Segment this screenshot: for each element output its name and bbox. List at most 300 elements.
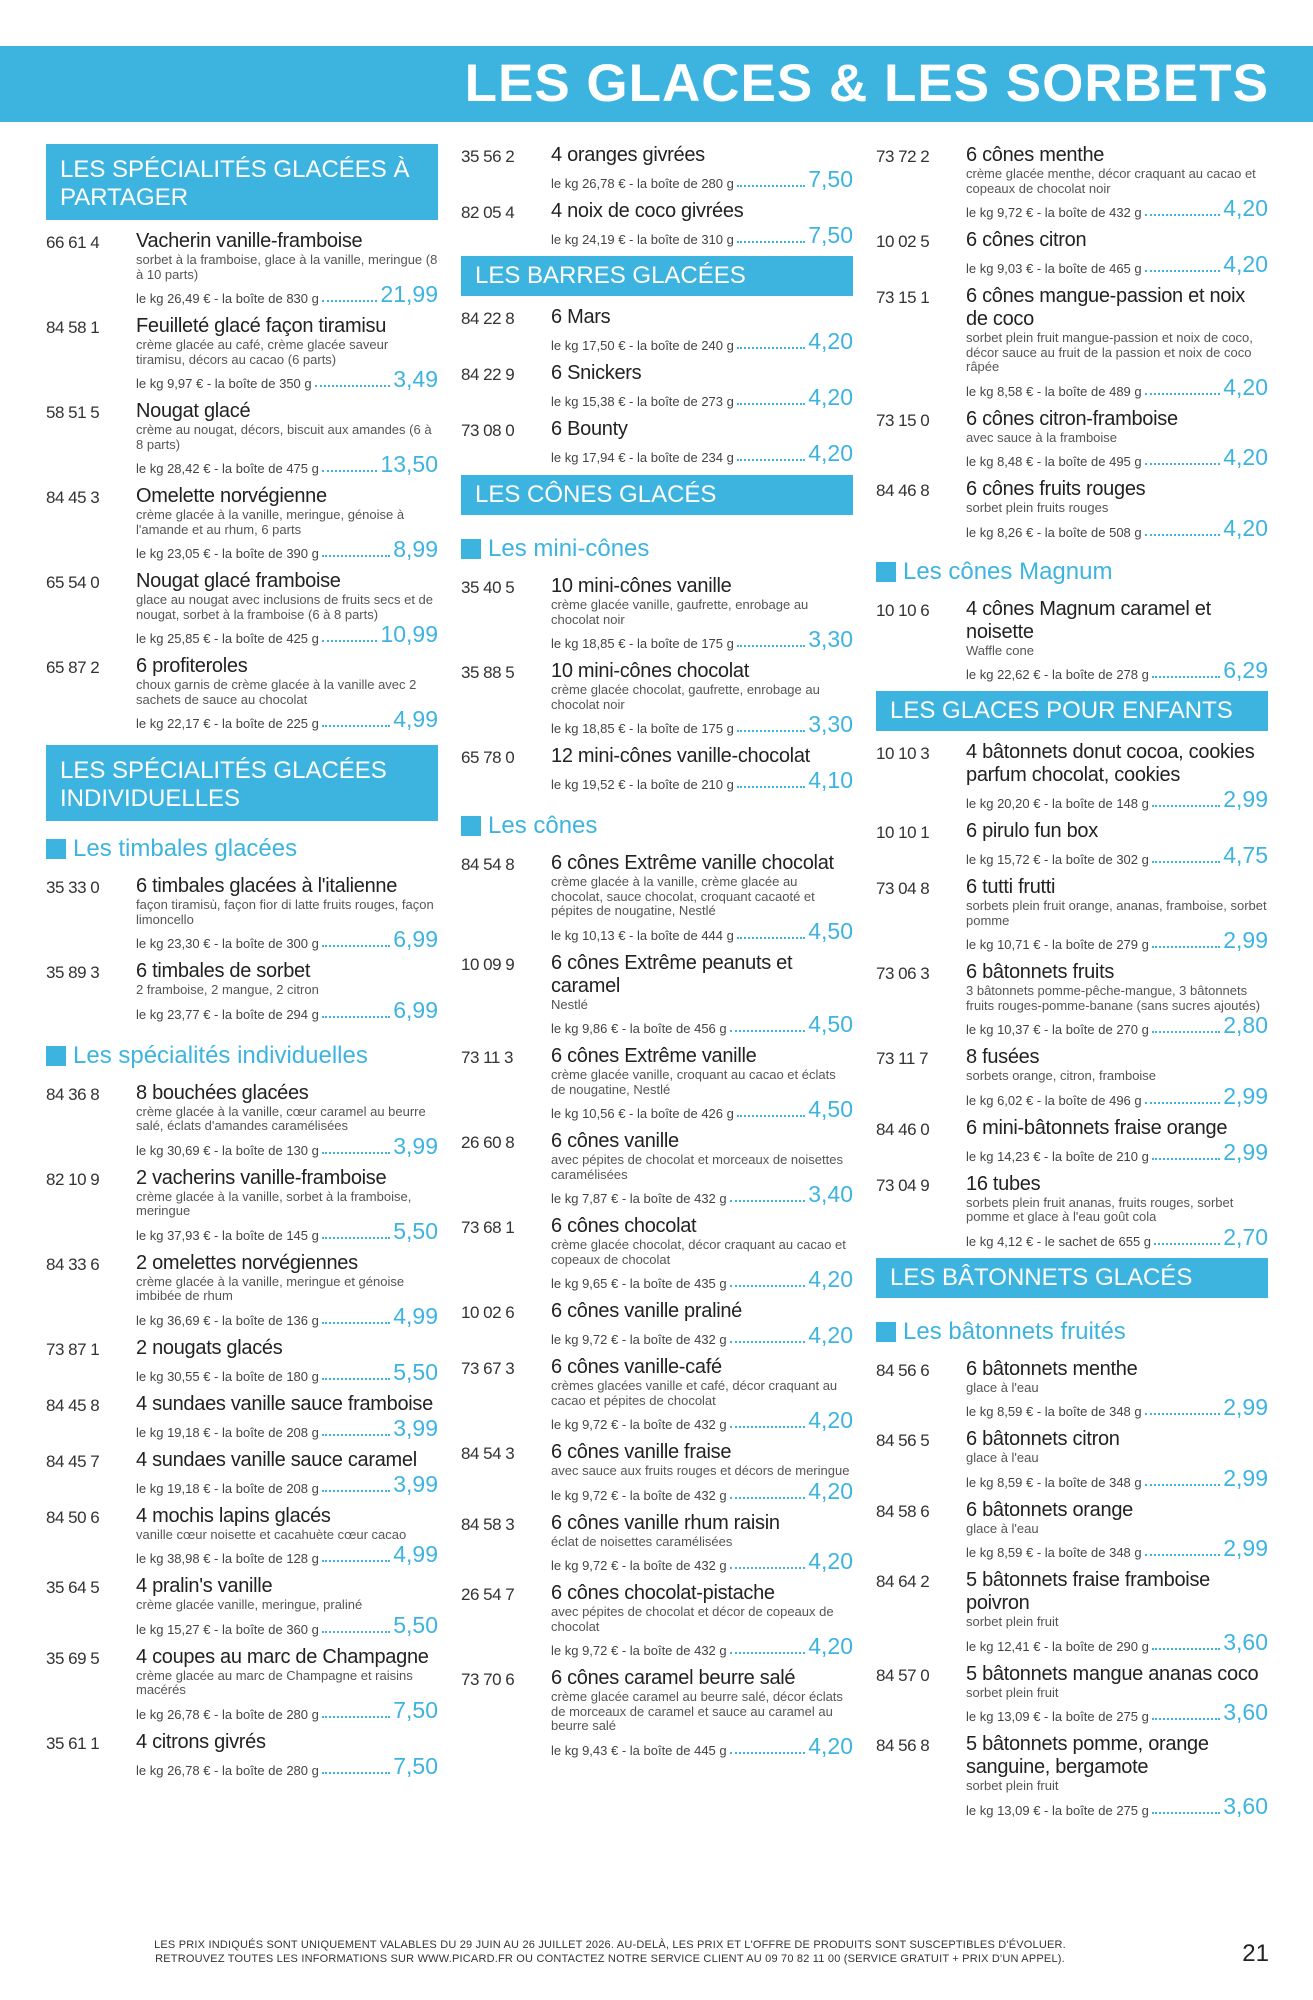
product-price: 3,60 bbox=[1223, 1628, 1268, 1655]
product-name: 6 cônes citron-framboise bbox=[966, 407, 1178, 430]
dotted-leader bbox=[1152, 1158, 1220, 1160]
product-item bbox=[876, 229, 1268, 276]
product-item bbox=[876, 961, 1268, 1037]
product-name: 6 timbales glacées à l'italienne bbox=[136, 875, 398, 897]
product-description: crèmes glacées vanille et café, décor craquant au cacao et pépites de chocolat bbox=[551, 1378, 838, 1408]
product-price: 4,20 bbox=[1223, 373, 1268, 400]
product-item bbox=[461, 1582, 853, 1658]
product-item bbox=[461, 952, 853, 1037]
product-price: 4,10 bbox=[808, 767, 853, 793]
product-body bbox=[136, 1337, 438, 1384]
product-price: 3,30 bbox=[808, 626, 853, 652]
product-code: 84 36 8 bbox=[46, 1084, 100, 1104]
product-description: crème glacée à la vanille, cœur caramel au beurre salé, éclats d'amandes caramélisées bbox=[136, 1103, 426, 1133]
product-item bbox=[876, 1428, 1268, 1490]
product-code: 65 54 0 bbox=[46, 573, 100, 592]
price-line bbox=[966, 1225, 1268, 1249]
product-price: 21,99 bbox=[380, 281, 438, 307]
product-name: 4 sundaes vanille sauce framboise bbox=[136, 1392, 433, 1415]
product-name: 4 citrons givrés bbox=[136, 1730, 266, 1753]
product-price: 3,30 bbox=[808, 711, 853, 737]
price-line bbox=[551, 223, 853, 247]
price-line bbox=[136, 1698, 438, 1722]
product-code: 73 87 1 bbox=[46, 1339, 100, 1359]
product-body bbox=[966, 1569, 1268, 1654]
price-line bbox=[136, 452, 438, 476]
product-item bbox=[876, 1569, 1268, 1654]
product-body bbox=[136, 1167, 438, 1243]
product-item bbox=[46, 400, 438, 476]
dotted-leader bbox=[730, 1752, 806, 1754]
product-price: 3,60 bbox=[1223, 1792, 1268, 1819]
product-price: 7,50 bbox=[393, 1752, 438, 1779]
price-line bbox=[966, 445, 1268, 469]
product-description: sorbet à la framboise, glace à la vanille, meringue (8 à 10 parts) bbox=[136, 252, 438, 282]
dotted-leader bbox=[322, 1631, 390, 1633]
price-line bbox=[551, 1408, 853, 1432]
product-name: 6 tutti frutti bbox=[966, 876, 1056, 898]
unit-price: le kg 26,78 € - la boîte de 280 g bbox=[136, 1762, 319, 1778]
product-body bbox=[966, 961, 1268, 1037]
subsection-label: Les timbales glacées bbox=[73, 835, 298, 862]
product-code: 84 64 2 bbox=[876, 1572, 930, 1591]
unit-price: le kg 9,65 € - la boîte de 435 g bbox=[551, 1276, 727, 1291]
unit-price: le kg 8,26 € - la boîte de 508 g bbox=[966, 524, 1142, 540]
product-description: crème au nougat, décors, biscuit aux amandes (6 à 8 parts) bbox=[136, 422, 432, 452]
product-description: crème glacée caramel au beurre salé, décor éclats de morceaux de caramel et sauce au caramel au beurre salé bbox=[551, 1689, 843, 1733]
product-price: 2,99 bbox=[1223, 1394, 1268, 1420]
dotted-leader bbox=[737, 730, 805, 732]
product-price: 7,50 bbox=[393, 1696, 438, 1723]
product-description: choux garnis de crème glacée à la vanille avec 2 sachets de sauce au chocolat bbox=[136, 677, 417, 707]
product-code: 10 09 9 bbox=[461, 954, 515, 974]
product-item bbox=[876, 1117, 1268, 1164]
product-body bbox=[966, 1173, 1268, 1249]
dotted-leader bbox=[1152, 1812, 1220, 1814]
product-item bbox=[461, 1356, 853, 1432]
product-item bbox=[876, 741, 1268, 811]
product-price: 4,20 bbox=[808, 440, 853, 466]
section-header-cones: LES CÔNES GLACÉS bbox=[461, 475, 853, 515]
section-header-sticks: LES BÂTONNETS GLACÉS bbox=[876, 1258, 1268, 1298]
unit-price: le kg 15,72 € - la boîte de 302 g bbox=[966, 852, 1149, 867]
product-description: crème glacée vanille, croquant au cacao et éclats de nougatine, Nestlé bbox=[551, 1067, 836, 1097]
unit-price: le kg 8,59 € - la boîte de 348 g bbox=[966, 1404, 1142, 1419]
product-item bbox=[876, 144, 1268, 220]
dotted-leader bbox=[1152, 676, 1220, 678]
product-name: 10 mini-cônes vanille bbox=[551, 575, 732, 597]
product-item bbox=[46, 1646, 438, 1722]
price-line bbox=[551, 1479, 853, 1503]
product-price: 10,99 bbox=[380, 621, 438, 647]
product-body bbox=[966, 1499, 1268, 1561]
price-line bbox=[136, 367, 438, 391]
dotted-leader bbox=[737, 1115, 805, 1117]
subsection-header bbox=[461, 812, 853, 840]
product-description: avec sauce à la framboise bbox=[966, 429, 1118, 445]
product-description: sorbets plein fruit orange, ananas, framboise, sorbet pomme bbox=[966, 898, 1267, 928]
product-item bbox=[876, 1663, 1268, 1725]
product-body bbox=[551, 144, 853, 191]
section-header-kids: LES GLACES POUR ENFANTS bbox=[876, 691, 1268, 731]
product-item bbox=[46, 1731, 438, 1778]
product-body bbox=[551, 1045, 853, 1121]
product-body bbox=[551, 745, 853, 792]
square-bullet-icon bbox=[876, 562, 896, 582]
product-price: 4,20 bbox=[808, 1732, 853, 1759]
dotted-leader bbox=[315, 385, 391, 387]
product-name: 6 cônes vanille fraise bbox=[551, 1441, 732, 1463]
product-price: 4,20 bbox=[808, 1266, 853, 1292]
unit-price: le kg 19,18 € - la boîte de 208 g bbox=[136, 1424, 319, 1440]
product-description: sorbet plein fruit bbox=[966, 1614, 1059, 1629]
product-item bbox=[876, 876, 1268, 952]
product-description: sorbet plein fruits rouges bbox=[966, 500, 1109, 515]
product-code: 73 67 3 bbox=[461, 1359, 515, 1378]
subsection-header bbox=[876, 1318, 1268, 1346]
column-right bbox=[876, 144, 1268, 1827]
product-name: 4 noix de coco givrées bbox=[551, 200, 744, 222]
product-body bbox=[136, 230, 438, 306]
price-line bbox=[551, 1097, 853, 1121]
product-item bbox=[46, 1082, 438, 1158]
price-line bbox=[136, 1754, 438, 1778]
product-name: 12 mini-cônes vanille-chocolat bbox=[551, 745, 810, 767]
product-name: 6 cônes fruits rouges bbox=[966, 478, 1146, 500]
dotted-leader bbox=[730, 1567, 806, 1569]
item-list bbox=[46, 1082, 438, 1778]
product-name: 4 coupes au marc de Champagne bbox=[136, 1645, 429, 1668]
dotted-leader bbox=[730, 1652, 806, 1654]
price-line bbox=[551, 627, 853, 651]
dotted-leader bbox=[322, 1237, 390, 1239]
product-item bbox=[876, 478, 1268, 540]
price-line bbox=[136, 1542, 438, 1566]
product-price: 4,50 bbox=[808, 1096, 853, 1122]
dotted-leader bbox=[737, 403, 805, 405]
unit-price: le kg 17,50 € - la boîte de 240 g bbox=[551, 338, 734, 353]
product-item bbox=[876, 285, 1268, 399]
price-line bbox=[966, 1395, 1268, 1419]
product-description: 3 bâtonnets pomme-pêche-mangue, 3 bâtonnets fruits rouges-pomme-banane (sans sucres ajoutés) bbox=[966, 983, 1261, 1013]
product-code: 35 88 5 bbox=[461, 663, 515, 682]
product-item bbox=[461, 1441, 853, 1503]
subsection-label: Les bâtonnets fruités bbox=[903, 1317, 1126, 1345]
product-price: 4,20 bbox=[1223, 514, 1268, 541]
product-price: 13,50 bbox=[380, 451, 438, 477]
product-body bbox=[966, 408, 1268, 470]
dotted-leader bbox=[737, 185, 805, 187]
product-body bbox=[136, 1575, 438, 1637]
product-name: 6 cônes vanille bbox=[551, 1130, 679, 1152]
unit-price: le kg 26,49 € - la boîte de 830 g bbox=[136, 291, 319, 306]
price-line bbox=[966, 843, 1268, 867]
product-description: 2 framboise, 2 mangue, 2 citron bbox=[136, 982, 319, 997]
unit-price: le kg 9,72 € - la boîte de 432 g bbox=[551, 1643, 727, 1658]
product-description: crème glacée au café, crème glacée saveur tiramisu, décors au cacao (6 parts) bbox=[136, 337, 389, 367]
product-item bbox=[876, 1499, 1268, 1561]
product-name: 6 mini-bâtonnets fraise orange bbox=[966, 1116, 1228, 1139]
product-item bbox=[46, 875, 438, 951]
product-description: Waffle cone bbox=[966, 642, 1034, 658]
product-body bbox=[966, 820, 1268, 867]
product-description: crème glacée vanille, gaufrette, enrobage au chocolat noir bbox=[551, 597, 809, 627]
price-line bbox=[966, 787, 1268, 811]
dotted-leader bbox=[737, 645, 805, 647]
product-item bbox=[876, 1733, 1268, 1818]
product-description: avec sauce aux fruits rouges et décors de meringue bbox=[551, 1463, 850, 1478]
product-body bbox=[136, 960, 438, 1022]
dotted-leader bbox=[322, 1490, 390, 1492]
product-description: avec pépites de chocolat et décor de copeaux de chocolat bbox=[551, 1604, 834, 1634]
unit-price: le kg 17,94 € - la boîte de 234 g bbox=[551, 450, 734, 465]
product-item bbox=[46, 230, 438, 306]
product-price: 2,99 bbox=[1223, 1464, 1268, 1491]
product-code: 84 54 8 bbox=[461, 855, 515, 874]
price-line bbox=[551, 329, 853, 353]
unit-price: le kg 10,13 € - la boîte de 444 g bbox=[551, 927, 734, 943]
price-line bbox=[966, 1466, 1268, 1490]
product-price: 5,50 bbox=[393, 1217, 438, 1244]
unit-price: le kg 10,71 € - la boîte de 279 g bbox=[966, 937, 1149, 952]
subsection-label: Les mini-cônes bbox=[488, 535, 650, 562]
product-item bbox=[461, 745, 853, 792]
product-name: 2 nougats glacés bbox=[136, 1336, 283, 1359]
unit-price: le kg 19,18 € - la boîte de 208 g bbox=[136, 1480, 319, 1496]
dotted-leader bbox=[322, 1772, 390, 1774]
price-line bbox=[551, 1182, 853, 1206]
product-name: 6 Mars bbox=[551, 306, 611, 328]
unit-price: le kg 30,55 € - la boîte de 180 g bbox=[136, 1368, 319, 1384]
product-price: 3,99 bbox=[393, 1470, 438, 1497]
product-name: 4 sundaes vanille sauce caramel bbox=[136, 1448, 417, 1471]
unit-price: le kg 13,09 € - la boîte de 275 g bbox=[966, 1802, 1149, 1818]
unit-price: le kg 9,86 € - la boîte de 456 g bbox=[551, 1021, 727, 1036]
unit-price: le kg 9,72 € - la boîte de 432 g bbox=[551, 1487, 727, 1503]
product-name: 6 cônes vanille-café bbox=[551, 1356, 722, 1378]
price-line bbox=[136, 1134, 438, 1158]
product-body bbox=[551, 1441, 853, 1503]
product-name: 6 bâtonnets fruits bbox=[966, 961, 1115, 983]
product-body bbox=[136, 315, 438, 391]
product-code: 10 10 1 bbox=[876, 823, 930, 842]
unit-price: le kg 25,85 € - la boîte de 425 g bbox=[136, 631, 319, 646]
unit-price: le kg 14,23 € - la boîte de 210 g bbox=[966, 1148, 1149, 1164]
product-code: 73 04 9 bbox=[876, 1175, 930, 1195]
dotted-leader bbox=[737, 459, 805, 461]
product-body bbox=[966, 741, 1268, 811]
product-item bbox=[461, 575, 853, 651]
page-number: 21 bbox=[1242, 1940, 1269, 1967]
footer-line: LES PRIX INDIQUÉS SONT UNIQUEMENT VALABLES DU 29 JUIN AU 26 JUILLET 2026. AU-DELÀ, LES PRIX ET L'OFFRE DE PRODUITS SONT SUSCEPTIBLES D'ÉVOLUER. bbox=[154, 1939, 1066, 1951]
product-item bbox=[46, 1575, 438, 1637]
product-item bbox=[46, 1337, 438, 1384]
product-body bbox=[136, 875, 438, 951]
dotted-leader bbox=[730, 1200, 806, 1202]
unit-price: le kg 15,38 € - la boîte de 273 g bbox=[551, 394, 734, 409]
product-item bbox=[46, 655, 438, 731]
product-body bbox=[966, 1428, 1268, 1490]
product-body bbox=[136, 1505, 438, 1567]
unit-price: le kg 24,19 € - la boîte de 310 g bbox=[551, 232, 734, 247]
product-name: 6 cônes caramel beurre salé bbox=[551, 1667, 796, 1689]
product-code: 26 60 8 bbox=[461, 1133, 515, 1152]
product-code: 84 56 6 bbox=[876, 1360, 930, 1380]
product-description: crème glacée à la vanille, meringue, génoise à l'amande et au rhum, 6 parts bbox=[136, 507, 405, 537]
unit-price: le kg 13,09 € - la boîte de 275 g bbox=[966, 1709, 1149, 1724]
price-line bbox=[136, 1219, 438, 1243]
product-code: 73 15 0 bbox=[876, 410, 930, 430]
price-line bbox=[551, 385, 853, 409]
dotted-leader bbox=[1152, 861, 1220, 863]
unit-price: le kg 7,87 € - la boîte de 432 g bbox=[551, 1191, 727, 1206]
dotted-leader bbox=[322, 1716, 390, 1718]
product-item bbox=[46, 570, 438, 646]
product-code: 73 72 2 bbox=[876, 147, 930, 166]
item-list bbox=[461, 306, 853, 465]
price-line bbox=[966, 1084, 1268, 1108]
product-price: 6,29 bbox=[1223, 657, 1268, 683]
product-name: 6 cônes chocolat bbox=[551, 1215, 697, 1237]
product-name: 6 Bounty bbox=[551, 418, 628, 440]
price-line bbox=[136, 1416, 438, 1440]
section-header-share: LES SPÉCIALITÉS GLACÉES À PARTAGER bbox=[46, 144, 438, 220]
product-item bbox=[461, 200, 853, 247]
unit-price: le kg 9,72 € - la boîte de 432 g bbox=[966, 205, 1142, 220]
price-line bbox=[551, 1267, 853, 1291]
product-item bbox=[461, 1045, 853, 1121]
product-price: 4,99 bbox=[393, 706, 438, 732]
dotted-leader bbox=[322, 470, 378, 472]
product-price: 5,50 bbox=[393, 1358, 438, 1385]
unit-price: le kg 9,43 € - la boîte de 445 g bbox=[551, 1742, 727, 1758]
product-code: 65 78 0 bbox=[461, 748, 515, 767]
product-item bbox=[46, 1167, 438, 1243]
product-item bbox=[46, 1505, 438, 1567]
price-line bbox=[966, 516, 1268, 540]
product-name: 5 bâtonnets mangue ananas coco bbox=[966, 1662, 1259, 1685]
header-band bbox=[0, 46, 1313, 122]
product-price: 4,20 bbox=[808, 1322, 853, 1348]
product-code: 84 22 9 bbox=[461, 365, 515, 384]
product-body bbox=[551, 1512, 853, 1574]
product-code: 35 64 5 bbox=[46, 1578, 100, 1597]
square-bullet-icon bbox=[46, 839, 66, 859]
product-code: 73 11 3 bbox=[461, 1048, 513, 1067]
product-price: 4,20 bbox=[808, 1477, 853, 1504]
product-body bbox=[966, 598, 1268, 683]
unit-price: le kg 20,20 € - la boîte de 148 g bbox=[966, 796, 1149, 811]
product-body bbox=[136, 1252, 438, 1328]
item-list bbox=[46, 875, 438, 1022]
item-list bbox=[46, 230, 438, 731]
price-line bbox=[966, 1013, 1268, 1037]
product-body bbox=[136, 400, 438, 476]
dotted-leader bbox=[737, 241, 805, 243]
product-price: 5,50 bbox=[393, 1611, 438, 1638]
product-code: 10 10 3 bbox=[876, 744, 930, 763]
dotted-leader bbox=[730, 1426, 806, 1428]
unit-price: le kg 28,42 € - la boîte de 475 g bbox=[136, 461, 319, 476]
product-price: 2,99 bbox=[1223, 1535, 1268, 1561]
product-code: 84 45 8 bbox=[46, 1395, 100, 1415]
product-body bbox=[551, 200, 853, 247]
item-list bbox=[876, 598, 1268, 683]
price-line bbox=[551, 167, 853, 191]
product-name: 4 cônes Magnum caramel et noisette bbox=[966, 597, 1211, 643]
price-line bbox=[136, 1360, 438, 1384]
column-left bbox=[46, 144, 438, 1787]
product-code: 10 10 6 bbox=[876, 600, 930, 620]
product-price: 2,70 bbox=[1223, 1223, 1268, 1250]
product-code: 73 06 3 bbox=[876, 964, 930, 983]
product-description: vanille cœur noisette et cacahuète cœur cacao bbox=[136, 1526, 407, 1542]
item-list bbox=[461, 852, 853, 1758]
product-code: 35 69 5 bbox=[46, 1648, 100, 1668]
dotted-leader bbox=[1145, 1102, 1221, 1104]
item-list bbox=[461, 144, 853, 247]
product-item bbox=[461, 362, 853, 409]
price-line bbox=[136, 1472, 438, 1496]
price-line bbox=[966, 1700, 1268, 1724]
unit-price: le kg 37,93 € - la boîte de 145 g bbox=[136, 1227, 319, 1243]
product-item bbox=[876, 820, 1268, 867]
price-line bbox=[966, 1794, 1268, 1818]
unit-price: le kg 36,69 € - la boîte de 136 g bbox=[136, 1312, 319, 1328]
product-price: 3,60 bbox=[1223, 1699, 1268, 1725]
product-description: crème glacée menthe, décor craquant au cacao et copeaux de chocolat noir bbox=[966, 166, 1256, 196]
price-line bbox=[966, 658, 1268, 682]
product-description: Nestlé bbox=[551, 996, 588, 1012]
unit-price: le kg 26,78 € - la boîte de 280 g bbox=[551, 176, 734, 191]
product-price: 7,50 bbox=[808, 166, 853, 192]
product-name: 6 cônes Extrême peanuts et caramel bbox=[551, 951, 793, 997]
product-name: Nougat glacé bbox=[136, 400, 251, 422]
product-price: 4,20 bbox=[808, 384, 853, 410]
dotted-leader bbox=[737, 937, 805, 939]
product-body bbox=[136, 485, 438, 561]
unit-price: le kg 8,59 € - la boîte de 348 g bbox=[966, 1474, 1142, 1490]
product-name: 10 mini-cônes chocolat bbox=[551, 660, 749, 682]
price-line bbox=[966, 196, 1268, 220]
unit-price: le kg 18,85 € - la boîte de 175 g bbox=[551, 636, 734, 651]
product-item bbox=[876, 1358, 1268, 1420]
product-price: 2,99 bbox=[1223, 786, 1268, 812]
product-code: 84 58 3 bbox=[461, 1514, 515, 1534]
product-name: 6 cônes citron bbox=[966, 229, 1087, 251]
product-item bbox=[46, 1393, 438, 1440]
dotted-leader bbox=[1152, 1648, 1220, 1650]
product-item bbox=[461, 660, 853, 736]
product-code: 73 70 6 bbox=[461, 1670, 515, 1689]
product-body bbox=[966, 1046, 1268, 1108]
product-price: 4,20 bbox=[1223, 251, 1268, 277]
product-code: 26 54 7 bbox=[461, 1585, 515, 1604]
unit-price: le kg 26,78 € - la boîte de 280 g bbox=[136, 1706, 319, 1722]
product-body bbox=[136, 570, 438, 646]
product-name: 4 pralin's vanille bbox=[136, 1575, 273, 1597]
footer-line: RETROUVEZ TOUTES LES INFORMATIONS SUR WWW.PICARD.FR OU CONTACTEZ NOTRE SERVICE CLIENT AU 09 70 82 11 00 (SERVICE GRATUIT + PRIX D'UN APPEL). bbox=[155, 1953, 1065, 1965]
section-header-bars: LES BARRES GLACÉES bbox=[461, 256, 853, 296]
product-price: 4,75 bbox=[1223, 842, 1268, 868]
section-header-individual: LES SPÉCIALITÉS GLACÉES INDIVIDUELLES bbox=[46, 745, 438, 821]
unit-price: le kg 8,59 € - la boîte de 348 g bbox=[966, 1545, 1142, 1560]
product-code: 58 51 5 bbox=[46, 403, 100, 422]
unit-price: le kg 4,12 € - le sachet de 655 g bbox=[966, 1233, 1152, 1249]
product-body bbox=[551, 1356, 853, 1432]
price-line bbox=[136, 927, 438, 951]
product-name: 6 cônes Extrême vanille bbox=[551, 1045, 757, 1067]
